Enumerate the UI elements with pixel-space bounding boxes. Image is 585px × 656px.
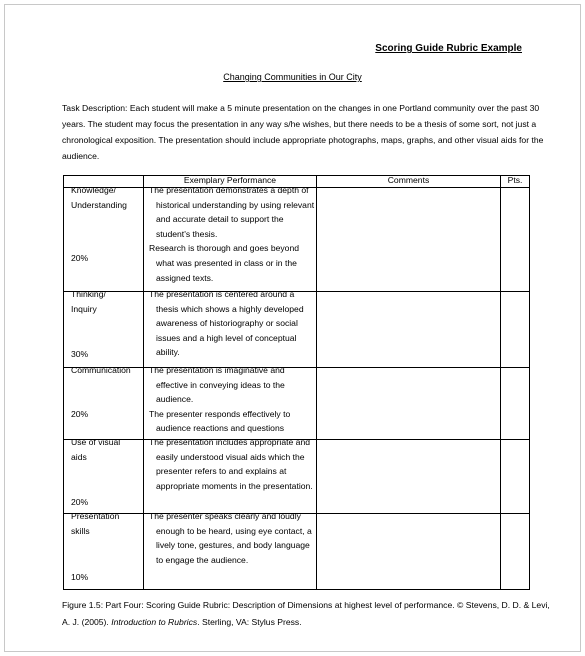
exemplary-performance-cell <box>144 511 317 590</box>
comments-cell <box>317 292 501 368</box>
dimension-name: Thinking/ <box>71 289 106 299</box>
dimension-name: Inquiry <box>71 304 97 314</box>
comments-cell <box>317 368 501 440</box>
rubric-row <box>64 368 530 440</box>
caption-text: Figure 1.5: Part Four: Scoring Guide Rubric: Description of Dimensions at highest level of performance. © Stevens, D. D. & Levi, A. J. (2005). <box>62 600 550 627</box>
comments-cell <box>317 188 501 292</box>
points-cell <box>501 440 530 514</box>
dimension-name: Understanding <box>71 200 127 210</box>
rubric-dimension-cell <box>64 437 144 514</box>
caption-book-title: Introduction to Rubrics <box>111 617 198 627</box>
dimension-name: skills <box>71 526 90 536</box>
dimension-weight: 20% <box>71 253 89 263</box>
exemplary-performance-cell <box>144 185 317 292</box>
dimension-name: Communication <box>71 365 131 375</box>
performance-descriptor: The presenter responds effectively to audience reactions and questions <box>149 408 291 434</box>
performance-descriptor: The presentation is centered around a thesis which shows a highly developed awareness of historiography or social issues and a high level of conceptual ability. <box>149 289 304 358</box>
header-comments: Comments <box>317 176 501 188</box>
figure-caption <box>62 597 552 631</box>
performance-descriptor: The presentation demonstrates a depth of historical understanding by using relevant and accurate detail to support the student's thesis. <box>149 185 315 239</box>
performance-descriptor: The presentation includes appropriate and easily understood visual aids which the presenter refers to and explains at appropriate moments in the presentation. <box>149 437 313 491</box>
header-exemplary-performance: Exemplary Performance <box>144 176 317 188</box>
points-cell <box>501 292 530 368</box>
caption-publisher: . Sterling, VA: Stylus Press. <box>197 617 302 627</box>
document-subtitle: Changing Communities in Our City <box>223 72 362 82</box>
exemplary-performance-cell <box>144 365 317 440</box>
points-cell <box>501 368 530 440</box>
dimension-name: aids <box>71 452 87 462</box>
dimension-weight: 10% <box>71 572 89 582</box>
comments-cell <box>317 440 501 514</box>
performance-descriptor: The presentation is imaginative and effective in conveying ideas to the audience. <box>149 365 285 405</box>
dimension-weight: 30% <box>71 349 89 359</box>
dimension-name: Presentation <box>71 511 120 521</box>
document-title: Scoring Guide Rubric Example <box>375 43 522 54</box>
dimension-name: Use of visual <box>71 437 121 447</box>
header-points: Pts. <box>501 176 530 188</box>
points-cell <box>501 188 530 292</box>
performance-descriptor: The presenter speaks clearly and loudly enough to be heard, using eye contact, a lively tone, gestures, and body language to engage the audience. <box>149 511 312 565</box>
comments-cell <box>317 514 501 590</box>
dimension-weight: 20% <box>71 497 89 507</box>
rubric-row <box>64 514 530 590</box>
rubric-dimension-cell <box>64 511 144 590</box>
rubric-table <box>63 175 530 590</box>
rubric-row <box>64 440 530 514</box>
rubric-dimension-cell <box>64 289 144 368</box>
rubric-row <box>64 292 530 368</box>
rubric-dimension-cell <box>64 185 144 292</box>
exemplary-performance-cell <box>144 437 317 514</box>
rubric-row <box>64 188 530 292</box>
dimension-name: Knowledge/ <box>71 185 116 195</box>
rubric-dimension-cell <box>64 365 144 440</box>
performance-descriptor: Research is thorough and goes beyond what was presented in class or in the assigned texts. <box>149 243 300 283</box>
dimension-weight: 20% <box>71 409 89 419</box>
document-page <box>4 4 581 652</box>
task-description: Task Description: Each student will make a 5 minute presentation on the changes in one Portland community over the past 30 years. The student may focus the presentation in any way s/he wishes, but there needs to be a thesis of some sort, not just a chronological exposition. The presentation should include appropriate photographs, maps, graphs, and other visual aids for the audience. <box>62 103 544 161</box>
exemplary-performance-cell <box>144 289 317 368</box>
points-cell <box>501 514 530 590</box>
